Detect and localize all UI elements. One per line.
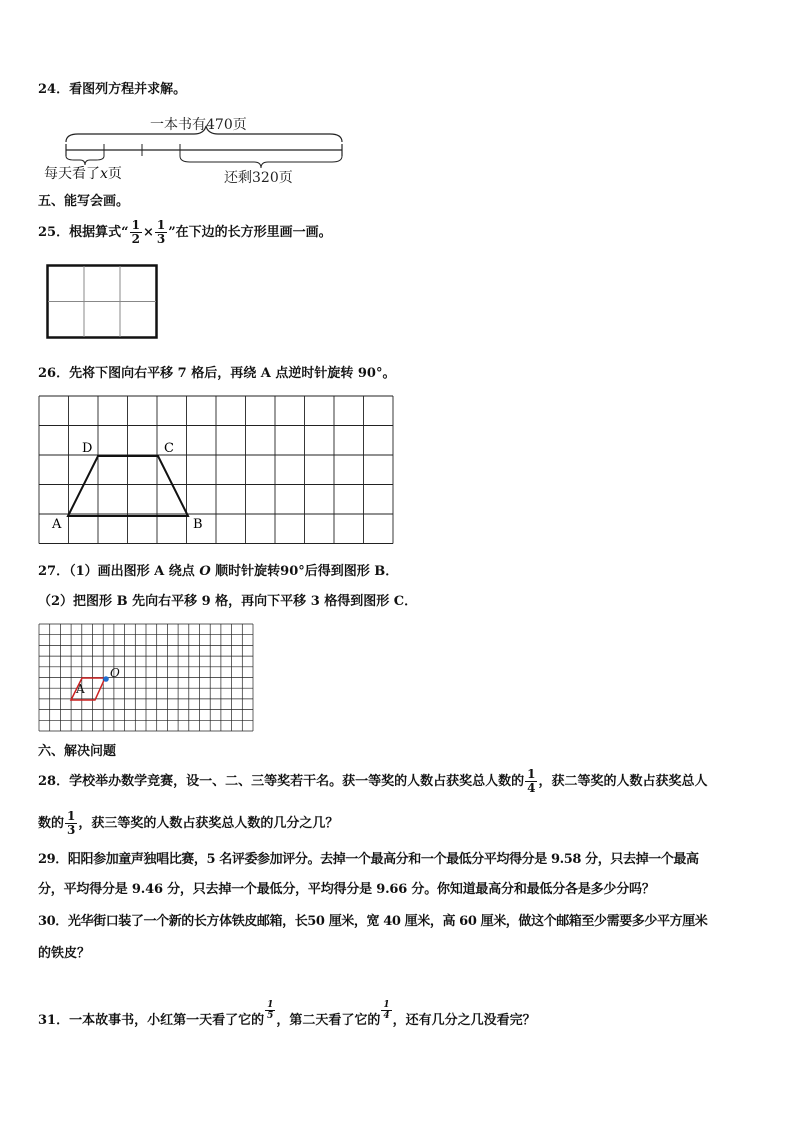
section6-title: 六、解决问题 xyxy=(38,744,117,759)
q25-frac2: $\frac{1}{3}$ xyxy=(156,218,166,246)
q24-total-label: 一本书有470页 xyxy=(150,117,247,133)
q28-line1 xyxy=(38,764,707,800)
q26-title: 26．先将下图向右平移 7 格后，再绕 A 点逆时针旋转 90°。 xyxy=(38,366,396,381)
q25-question xyxy=(38,218,332,248)
q29-line1: 29．阳阳参加童声独唱比赛，5 名评委参加评分。去掉一个最高分和一个最低分平均得分是 9.58 分，只去掉一个最高 xyxy=(38,852,699,867)
q26-grid[interactable] xyxy=(38,392,396,548)
q27-point-o-label: O xyxy=(110,666,120,680)
q26-trapezoid xyxy=(68,456,188,516)
q25-prefix: 25．根据算式“ xyxy=(38,225,129,240)
q26-label-d: D xyxy=(82,441,93,456)
q24-remaining-label: 还剩320页 xyxy=(224,170,293,186)
q28-line1-prefix: 28．学校举办数学竞赛，设一、二、三等奖若干名。获一等奖的人数占获奖总人数的 xyxy=(38,774,525,789)
q25-frac1: $\frac{1}{2}$ xyxy=(131,218,140,246)
q28-frac2: $\frac{1}{3}$ xyxy=(67,809,76,837)
q24-daily-label xyxy=(44,164,122,184)
q26-label-b: B xyxy=(193,517,203,532)
q28-line2-prefix: 数的 xyxy=(38,816,65,831)
q27-line2: （2）把图形 B 先向右平移 9 格，再向下平移 3 格得到图形 C． xyxy=(38,594,418,609)
q27-line1-prefix: 27．（1）画出图形 A 绕点 xyxy=(38,564,200,579)
q31-prefix: 31．一本故事书，小红第一天看了它的 xyxy=(38,1013,265,1028)
q28-frac1: $\frac{1}{4}$ xyxy=(527,767,536,795)
q31-question xyxy=(38,1000,536,1036)
q30-line1: 30．光华街口装了一个新的长方体铁皮邮箱，长50 厘米，宽 40 厘米，高 60 厘米，做这个邮箱至少需要多少平方厘米 xyxy=(38,914,708,929)
q27-point-o xyxy=(103,676,109,682)
q27-point-o-text: O xyxy=(199,564,211,579)
q24-title: 24．看图列方程并求解。 xyxy=(38,82,187,97)
q24-daily-text: 每天看了 xyxy=(44,166,100,182)
q25-rectangle[interactable] xyxy=(46,264,160,340)
section5-title: 五、能写会画。 xyxy=(38,194,130,209)
q27-grid[interactable] xyxy=(38,622,256,734)
q27-shape-a-label: A xyxy=(76,682,85,696)
q28-line1-suffix: ，获二等奖的人数占获奖总人 xyxy=(538,774,708,789)
q26-label-a: A xyxy=(52,517,62,532)
q31-suffix: ，还有几分之几没看完？ xyxy=(392,1013,536,1028)
q28-line2-suffix: ，获三等奖的人数占获奖总人数的几分之几？ xyxy=(78,816,339,831)
q25-suffix: ”在下边的长方形里画一画。 xyxy=(168,225,332,240)
q30-line2: 的铁皮？ xyxy=(38,946,91,961)
q25-times: × xyxy=(142,225,154,240)
q29-line2: 分，平均得分是 9.46 分，只去掉一个最低分，平均得分是 9.66 分。你知道最高分和最低分各是多少分吗？ xyxy=(38,882,655,897)
q31-frac1: $\frac{1}{5}$ xyxy=(267,1000,274,1021)
q24-daily-unit: 页 xyxy=(107,166,122,182)
q27-line1 xyxy=(38,562,398,582)
q27-line1-suffix: 顺时针旋转90°后得到图形 B． xyxy=(210,564,399,579)
q31-middle: ，第二天看了它的 xyxy=(276,1013,381,1028)
q24-daily-var: x xyxy=(100,166,108,182)
q26-label-c: C xyxy=(164,441,174,456)
q31-frac2: $\frac{1}{4}$ xyxy=(383,1000,390,1021)
q28-line2 xyxy=(38,806,338,842)
